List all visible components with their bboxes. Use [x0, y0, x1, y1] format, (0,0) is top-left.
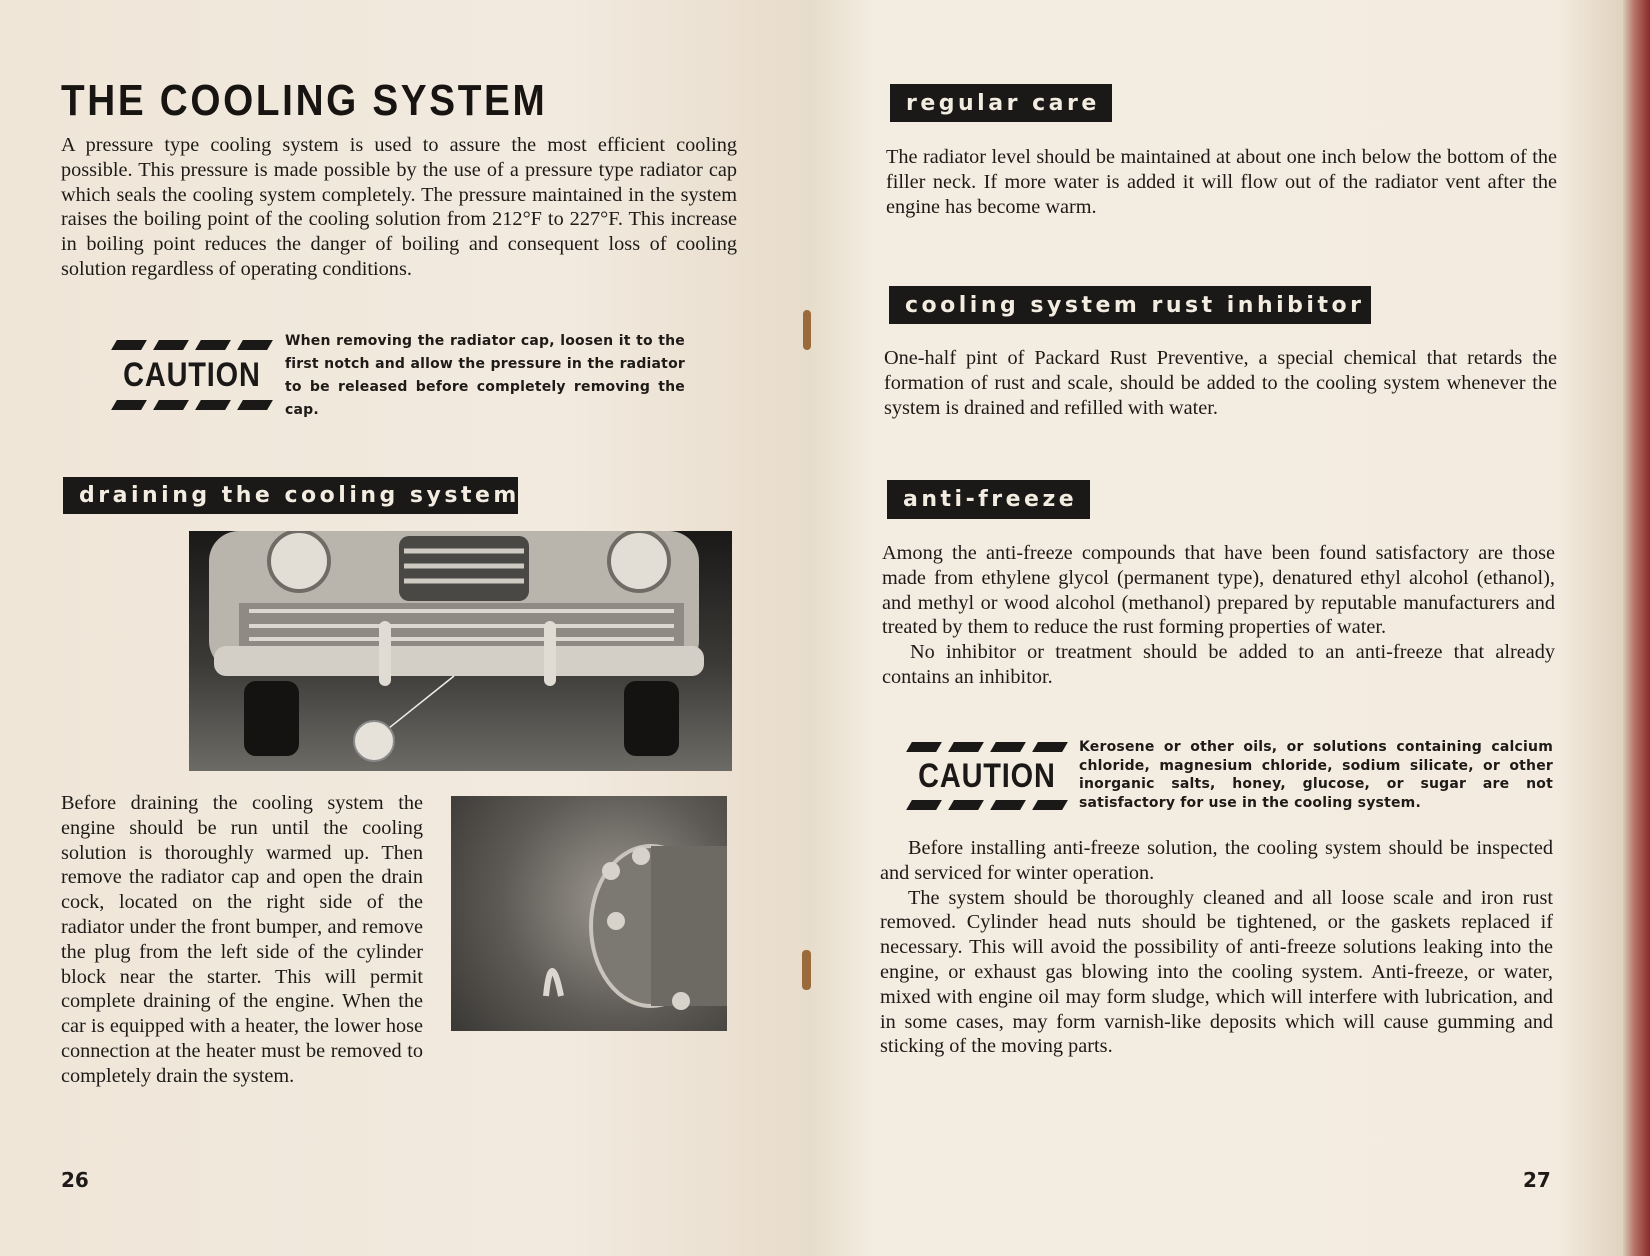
caution-badge-2 [905, 742, 1068, 810]
caution-label: CAUTION [917, 757, 1056, 795]
caution-text: When removing the radiator cap, loosen it to the first notch and allow the pressure in the radiator to be released before completely removing the cap. [285, 333, 685, 418]
regular-care-paragraph: The radiator level should be maintained at about one inch below the bottom of the filler neck. If more water is added it will flow out of the radiator vent after the engine has become warm. [886, 146, 1557, 218]
right-page [808, 0, 1623, 1256]
section-heading-rust-inhibitor: cooling system rust inhibitor [889, 286, 1371, 324]
caution-text-2: Kerosene or other oils, or solutions containing calcium chloride, magnesium chloride, sodium silicate, or other inorganic salts, honey, glucose, or sugar are not satisfactory for use in the cooling system. [1079, 739, 1553, 811]
anti-freeze-paragraph-2: No inhibitor or treatment should be added to an anti-freeze that already contains an inhibitor. [882, 641, 1555, 688]
draining-text: Before draining the cooling system the engine should be run until the cooling solution is thoroughly warmed up. Then remove the radiator cap and open the drain cock, located on the right side of the radiator under the front bumper, and remove the plug from the left side of the cylinder block near the starter. This will permit complete draining of the engine. When the car is equipped with a heater, the lower hose connection at the heater must be removed to completely drain the system. [61, 792, 423, 1087]
staple-bottom [802, 950, 811, 990]
closing-paragraph-1: Before installing anti-freeze solution, the cooling system should be inspected and serviced for winter operation. [880, 837, 1553, 884]
page-number-left: 26 [61, 1168, 89, 1192]
car-front-photo [189, 531, 732, 771]
page-number-right: 27 [1523, 1168, 1551, 1192]
caution-label: CAUTION [123, 356, 261, 394]
caution-stripes-top [114, 340, 270, 350]
anti-freeze-paragraph-1: Among the anti-freeze compounds that have been found satisfactory are those made from ethylene glycol (permanent type), denatured ethyl alcohol (ethanol), and methyl or wood alcohol (methanol) prepared by reputable manufacturers and treated by them to reduce the rust forming properties of water. [882, 542, 1555, 639]
car-front-illustration [189, 531, 732, 771]
page-title: THE COOLING SYSTEM [61, 76, 548, 125]
section-heading-regular-care: regular care [890, 84, 1112, 122]
caution-badge [110, 340, 274, 410]
intro-paragraph: A pressure type cooling system is used to assure the most efficient cooling possible. This pressure is made possible by the use of a pressure type radiator cap which seals the cooling system completely. The pressure maintained in the system raises the boiling point of the cooling solution from 212°F to 227°F. This increase in boiling point reduces the danger of boiling and consequent loss of cooling solution regardless of operating conditions. [61, 134, 737, 280]
closing-paragraph-2: The system should be thoroughly cleaned and all loose scale and iron rust removed. Cylinder head nuts should be tightened, or the gaskets replaced if necessary. This will avoid the possibility of anti-freeze solutions leaking into the engine, or exhaust gas blowing into the cooling system. Anti-freeze, or water, mixed with engine oil may form sludge, which will interfere with lubrication, and in some cases, may form varnish-like deposits which will cause gumming and sticking of the moving parts. [880, 886, 1553, 1058]
photo-float-spacer [423, 791, 736, 1039]
rust-inhibitor-paragraph: One-half pint of Packard Rust Preventive, a special chemical that retards the formation of rust and scale, should be added to the cooling system whenever the system is drained and refilled with water. [884, 347, 1557, 419]
draining-paragraph [61, 791, 736, 1089]
caution-stripes-top [909, 742, 1065, 752]
caution-stripes-bottom [909, 800, 1065, 810]
book-cover-edge [1623, 0, 1650, 1256]
closing-paragraphs [880, 836, 1553, 1059]
section-heading-anti-freeze: anti-freeze [887, 480, 1090, 519]
left-page [0, 0, 808, 1256]
staple-top [803, 310, 811, 350]
anti-freeze-paragraphs [882, 541, 1555, 690]
section-heading-draining: draining the cooling system [63, 477, 518, 514]
caution-stripes-bottom [114, 400, 270, 410]
